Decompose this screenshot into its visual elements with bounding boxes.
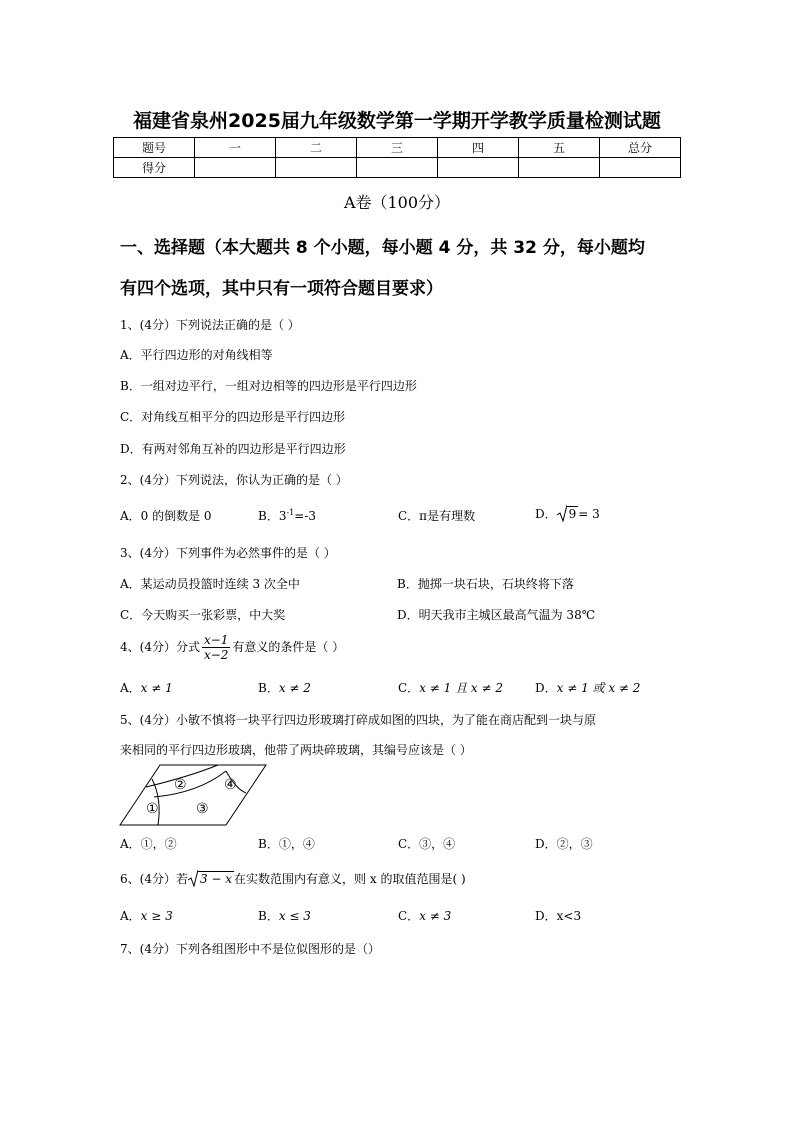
q6-stem-post: 在实数范围内有意义，则 x 的取值范围是( ) [234,872,466,886]
q4-stem-post: 有意义的条件是（ ） [232,640,345,654]
q4-option-a-value: x ≠ 1 [140,681,173,695]
score-header-cell: 二 [276,138,357,158]
score-table-header-row [114,138,681,158]
piece-label-4: ④ [224,777,237,793]
score-cell [195,158,276,178]
q2-option-a: A．0 的倒数是 0 [120,509,212,523]
q1-option-c: C．对角线互相平分的四边形是平行四边形 [120,410,346,424]
q4-option-c-label: C． [398,681,420,695]
score-cell [600,158,681,178]
q4-option-c-value: x ≠ 1 且 x ≠ 2 [419,681,503,695]
q4-fraction [202,633,230,662]
q4-fraction-numerator: x−1 [203,633,229,647]
section-heading-line2: 有四个选项，其中只有一项符合题目要求） [120,279,443,299]
q5-option-b: B．①，④ [258,837,315,851]
q1-option-d: D．有两对邻角互补的四边形是平行四边形 [120,442,346,456]
score-cell [276,158,357,178]
q2-option-b-exponent: -1 [286,508,295,517]
q4-option-a [120,679,173,696]
broken-parallelogram-figure [118,763,268,827]
sqrt-symbol-icon [557,504,567,525]
q2-option-b-base: B．3 [258,509,287,523]
q2-option-b [258,507,316,524]
q6-option-b [258,907,311,924]
section-heading-line1: 一、选择题（本大题共 8 个小题，每小题 4 分，共 32 分，每小题均 [120,238,645,258]
q6-option-b-value: x ≤ 3 [278,909,311,923]
score-cell [519,158,600,178]
q3-option-c: C．今天购买一张彩票，中大奖 [120,608,286,622]
score-header-cell: 四 [438,138,519,158]
page-title: 福建省泉州2025届九年级数学第一学期开学教学质量检测试题 [133,110,661,132]
q2-stem: 2、(4分）下列说法，你认为正确的是（ ） [120,473,348,487]
score-header-cell: 五 [519,138,600,158]
sqrt-symbol-icon [188,869,198,890]
score-cell [438,158,519,178]
q4-option-b-label: B． [258,681,279,695]
q1-option-a: A．平行四边形的对角线相等 [120,348,273,362]
q2-option-d-rest: = 3 [578,507,600,521]
q1-stem: 1、(4分）下列说法正确的是（ ） [120,318,300,332]
q3-option-b: B．抛掷一块石块，石块终将下落 [397,577,574,591]
score-header-cell: 三 [357,138,438,158]
q6-option-a-label: A． [120,909,141,923]
q5-option-a: A．①，② [120,837,177,851]
q6-option-c [398,907,451,924]
piece-label-1: ① [146,801,159,817]
score-table-score-row [114,158,681,178]
score-cell [357,158,438,178]
part-heading: A卷（100分） [343,193,451,212]
q4-option-b [258,679,311,696]
q2-option-d-label: D． [535,507,557,521]
q6-stem-pre: 6、(4分）若 [120,872,188,886]
score-table [113,137,681,178]
score-header-cell: 一 [195,138,276,158]
q6-stem [120,869,466,890]
q2-option-d [535,504,600,525]
q1-option-b: B．一组对边平行，一组对边相等的四边形是平行四边形 [120,379,417,393]
q7-stem: 7、(4分）下列各组图形中不是位似图形的是（） [120,942,380,956]
piece-label-3: ③ [196,801,209,817]
q3-stem: 3、(4分）下列事件为必然事件的是（ ） [120,546,336,560]
q4-stem [120,633,344,662]
q3-option-d: D．明天我市主城区最高气温为 38℃ [397,608,596,622]
q2-option-b-rest: =-3 [294,509,317,523]
score-row-label: 得分 [114,158,195,178]
q4-option-d [535,679,640,696]
q4-option-a-label: A． [120,681,141,695]
score-header-cell: 题号 [114,138,195,158]
q5-option-d: D．②，③ [535,837,593,851]
q4-option-d-value: x ≠ 1 或 x ≠ 2 [556,681,641,695]
q6-option-c-label: C． [398,909,420,923]
q6-option-a-value: x ≥ 3 [140,909,173,923]
q5-option-c: C．③，④ [398,837,456,851]
q4-fraction-denominator: x−2 [203,648,229,662]
q4-option-d-label: D． [535,681,557,695]
q5-stem-line2: 来相同的平行四边形玻璃，他带了两块碎玻璃，其编号应该是（ ） [120,743,472,757]
q3-option-a: A．某运动员投篮时连续 3 次全中 [120,577,300,591]
q6-option-a [120,907,173,924]
q6-option-c-value: x ≠ 3 [419,909,452,923]
q4-option-c [398,679,503,696]
piece-label-2: ② [174,777,187,793]
q6-option-b-label: B． [258,909,279,923]
q2-option-d-radicand: 9 [568,507,577,521]
q4-stem-pre: 4、(4分）分式 [120,640,200,654]
score-header-cell: 总分 [600,138,681,158]
q4-option-b-value: x ≠ 2 [278,681,311,695]
q2-option-c: C．π是有理数 [398,509,476,523]
q5-stem-line1: 5、(4分）小敏不慎将一块平行四边形玻璃打碎成如图的四块，为了能在商店配到一块与原 [120,713,596,727]
q6-radicand: 3 − x [199,872,233,886]
q6-option-d: D．x<3 [535,909,582,923]
